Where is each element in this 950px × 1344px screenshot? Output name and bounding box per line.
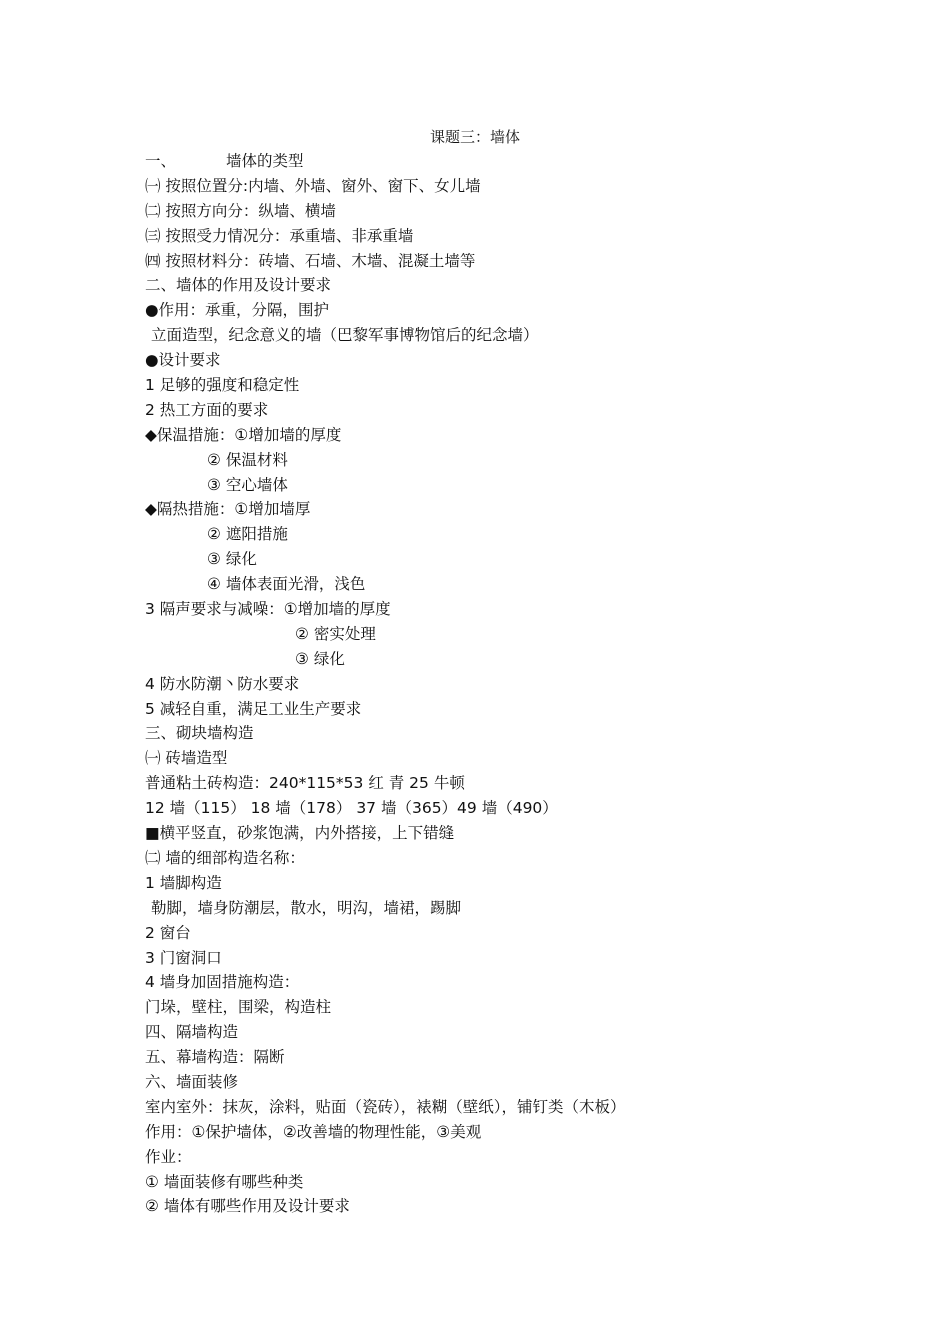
text-line [145, 373, 845, 398]
text-line [145, 995, 845, 1020]
line-text: ㈢ 按照受力情况分：承重墙、非承重墙 [145, 226, 414, 245]
line-text: 普通粘土砖构造：240*115*53 红 青 25 牛顿 [145, 774, 465, 793]
text-line [145, 746, 845, 771]
line-text: ■横平竖直，砂浆饱满，内外搭接，上下错缝 [145, 824, 455, 843]
text-line [145, 697, 845, 722]
line-text: 3 隔声要求与减噪：①增加墙的厚度 [145, 600, 391, 619]
text-line [145, 1170, 845, 1195]
line-text: ㈠ 砖墙造型 [145, 749, 228, 768]
text-line [145, 672, 845, 697]
line-text: 立面造型，纪念意义的墙（巴黎军事博物馆后的纪念墙） [151, 326, 539, 345]
line-text: 作业： [145, 1147, 192, 1166]
text-line [145, 1020, 845, 1045]
text-line [145, 1194, 845, 1219]
text-line [145, 547, 845, 572]
line-text-secondary: 墙体的类型 [226, 152, 304, 170]
text-line [145, 796, 845, 821]
text-line [145, 323, 845, 348]
text-line [145, 199, 845, 224]
line-text: 门垛，壁柱，围梁，构造柱 [145, 998, 332, 1017]
line-text: ●作用：承重，分隔，围护 [145, 301, 330, 320]
text-line [145, 497, 845, 522]
text-line [145, 1095, 845, 1120]
line-text: ④ 墙体表面光滑，浅色 [207, 575, 366, 594]
line-text: ② 墙体有哪些作用及设计要求 [145, 1197, 350, 1216]
line-text: ② 密实处理 [295, 624, 376, 643]
line-text: ㈡ 按照方向分：纵墙、横墙 [145, 201, 336, 220]
line-text: ③ 空心墙体 [207, 475, 288, 494]
line-text: ●设计要求 [145, 351, 221, 370]
text-line [145, 647, 845, 672]
text-line [145, 249, 845, 274]
text-line [145, 970, 845, 995]
text-line [145, 398, 845, 423]
line-text: 勒脚，墙身防潮层，散水，明沟，墙裙，踢脚 [151, 898, 462, 917]
line-text: ② 保温材料 [207, 450, 288, 469]
text-line [145, 572, 845, 597]
text-line [145, 448, 845, 473]
text-line [145, 896, 845, 921]
text-line [145, 622, 845, 647]
text-line [145, 273, 845, 298]
line-text: 5 减轻自重，满足工业生产要求 [145, 699, 362, 718]
text-line [145, 846, 845, 871]
text-line [145, 871, 845, 896]
text-line [145, 1145, 845, 1170]
line-text: 4 防水防潮丶防水要求 [145, 674, 300, 693]
text-line [145, 1070, 845, 1095]
line-text: 室内室外：抹灰，涂料，贴面（瓷砖），裱糊（壁纸），铺钉类（木板） [145, 1097, 626, 1116]
line-text: 二、墙体的作用及设计要求 [145, 276, 332, 295]
line-text: 1 足够的强度和稳定性 [145, 376, 300, 395]
line-text: 4 墙身加固措施构造： [145, 973, 300, 992]
text-line [145, 149, 845, 174]
line-text: 3 门窗洞口 [145, 948, 222, 967]
line-text: 五、幕墙构造：隔断 [145, 1048, 285, 1067]
document-body [145, 149, 845, 1219]
line-text: ㈡ 墙的细部构造名称： [145, 848, 305, 867]
line-text: ㈣ 按照材料分：砖墙、石墙、木墙、混凝土墙等 [145, 251, 476, 270]
line-text: 2 热工方面的要求 [145, 400, 269, 419]
text-line [145, 946, 845, 971]
line-text: ① 墙面装修有哪些种类 [145, 1172, 304, 1191]
text-line [145, 1120, 845, 1145]
text-line [145, 522, 845, 547]
text-line [145, 473, 845, 498]
text-line [145, 771, 845, 796]
line-text: ◆保温措施：①增加墙的厚度 [145, 425, 342, 444]
line-text: 12 墙（115） 18 墙（178） 37 墙（365）49 墙（490） [145, 799, 558, 818]
line-text: 2 窗台 [145, 923, 191, 942]
text-line [145, 174, 845, 199]
text-line [145, 423, 845, 448]
text-line [145, 597, 845, 622]
text-line [145, 921, 845, 946]
text-line [145, 721, 845, 746]
line-text: ③ 绿化 [295, 649, 345, 668]
text-line [145, 1045, 845, 1070]
line-text: ㈠ 按照位置分:内墙、外墙、窗外、窗下、女儿墙 [145, 176, 481, 195]
line-text: 六、墙面装修 [145, 1072, 239, 1091]
line-text: ◆隔热措施：①增加墙厚 [145, 500, 311, 519]
text-line [145, 821, 845, 846]
line-text: 作用：①保护墙体，②改善墙的物理性能，③美观 [145, 1122, 482, 1141]
line-text: 四、隔墙构造 [145, 1023, 239, 1042]
line-text: 一、 [145, 152, 177, 170]
line-text: ② 遮阳措施 [207, 525, 288, 544]
text-line [145, 224, 845, 249]
text-line [145, 348, 845, 373]
document-title: 课题三：墙体 [429, 128, 520, 146]
line-text: ③ 绿化 [207, 550, 257, 569]
text-line [145, 298, 845, 323]
line-text: 三、砌块墙构造 [145, 724, 254, 743]
line-text: 1 墙脚构造 [145, 873, 222, 892]
